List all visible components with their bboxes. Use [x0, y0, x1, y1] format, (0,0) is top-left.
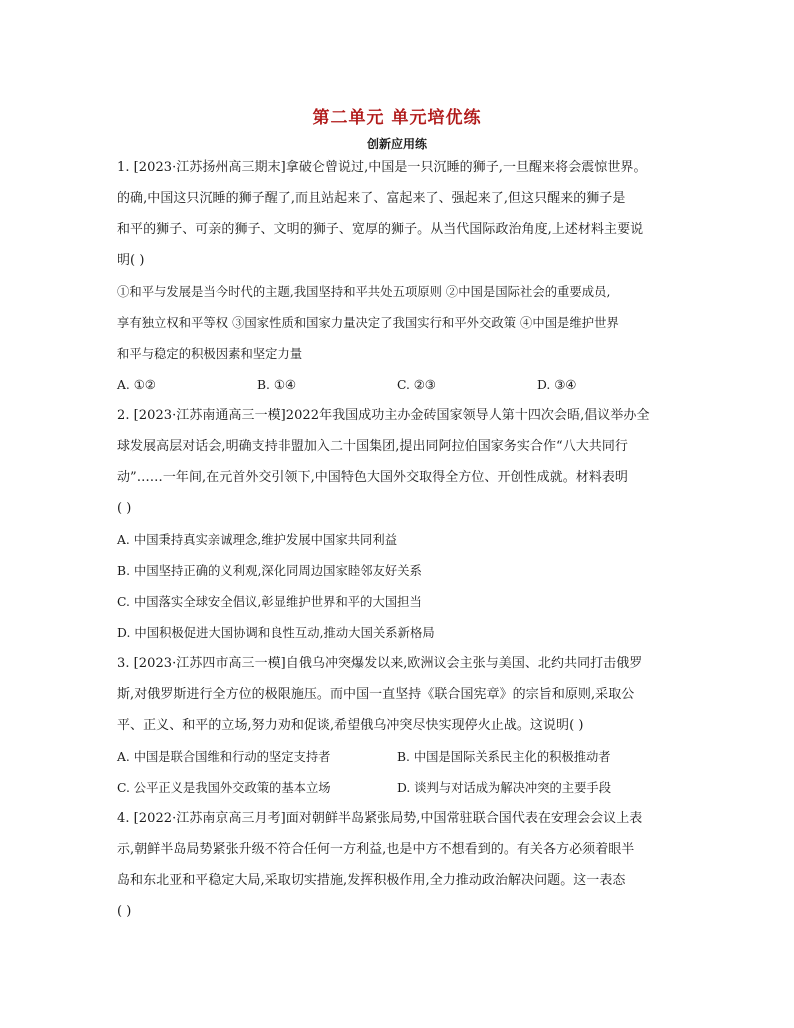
- question-stem-line: 示,朝鲜半岛局势紧张升级不符合任何一方利益,也是中方不想看到的。有关各方必须着眼半: [117, 842, 635, 857]
- question-stem-line: 3. [2023·江苏四市高三一模]自俄乌冲突爆发以来,欧洲议会主张与美国、北约共同打击俄罗: [117, 656, 643, 671]
- question-stem-line: 和平的狮子、可亲的狮子、文明的狮子、宽厚的狮子。从当代国际政治角度,上述材料主要说: [117, 222, 644, 237]
- question-stem-line: ( ): [117, 501, 132, 516]
- option-d[interactable]: D. 中国积极促进大国协调和良性互动,推动大国关系新格局: [117, 626, 435, 640]
- option-d[interactable]: D. 谈判与对话成为解决冲突的主要手段: [397, 781, 611, 795]
- question-stem-line: 平、正义、和平的立场,努力劝和促谈,希望俄乌冲突尽快实现停火止战。这说明( ): [117, 718, 584, 733]
- answer-options: [117, 375, 677, 395]
- question-stem-line: ( ): [117, 904, 132, 919]
- section-subtitle: 创新应用练: [366, 137, 427, 151]
- option-a[interactable]: A. 中国秉持真实亲诚理念,维护发展中国家共同利益: [117, 533, 398, 547]
- question-stem-line: 岛和东北亚和平稳定大局,采取切实措施,发挥积极作用,全力推动政治解决问题。这一表态: [117, 873, 626, 888]
- question-stem-line: 2. [2023·江苏南通高三一模]2022年我国成功主办金砖国家领导人第十四次会晤,倡议举办全: [117, 408, 650, 423]
- question-stem-line: 4. [2022·江苏南京高三月考]面对朝鲜半岛紧张局势,中国常驻联合国代表在安理会会议上表: [117, 811, 643, 826]
- option-b[interactable]: B. 中国坚持正确的义利观,深化同周边国家睦邻友好关系: [117, 564, 422, 578]
- option-d[interactable]: D. ③④: [537, 378, 577, 392]
- option-a[interactable]: A. ①②: [117, 378, 156, 392]
- question-stem-line: 明( ): [117, 253, 145, 268]
- question-list: [117, 158, 677, 933]
- question-stem-line: 斯,对俄罗斯进行全方位的极限施压。而中国一直坚持《联合国宪章》的宗旨和原则,采取公: [117, 687, 635, 702]
- question-3: [117, 654, 677, 798]
- option-b[interactable]: B. 中国是国际关系民主化的积极推动者: [397, 750, 611, 764]
- question-stem-line: 1. [2023·江苏扬州高三期末]拿破仑曾说过,中国是一只沉睡的狮子,一旦醒来将会震惊世界。: [117, 160, 647, 175]
- question-stem-line: 的确,中国这只沉睡的狮子醒了,而且站起来了、富起来了、强起来了,但这只醒来的狮子是: [117, 191, 626, 206]
- question-4: [117, 809, 677, 922]
- option-b[interactable]: B. ①④: [257, 378, 296, 392]
- answer-options-row: [117, 747, 677, 767]
- question-1: [117, 158, 677, 395]
- question-stem-line: 动”……一年间,在元首外交引领下,中国特色大国外交取得全方位、开创性成就。材料表明: [117, 470, 628, 485]
- question-2: [117, 406, 677, 643]
- option-a[interactable]: A. 中国是联合国维和行动的坚定支持者: [117, 750, 331, 764]
- statement-line: 享有独立权和平等权 ③国家性质和国家力量决定了我国实行和平外交政策 ④中国是维护世界: [117, 316, 619, 330]
- statement-line: ①和平与发展是当今时代的主题,我国坚持和平共处五项原则 ②中国是国际社会的重要成员,: [117, 285, 611, 299]
- option-c[interactable]: C. 中国落实全球安全倡议,彰显维护世界和平的大国担当: [117, 595, 422, 609]
- option-c[interactable]: C. ②③: [397, 378, 436, 392]
- answer-options-row: [117, 778, 677, 798]
- statement-line: 和平与稳定的积极因素和坚定力量: [117, 347, 303, 361]
- page-title: 第二单元 单元培优练: [312, 108, 482, 128]
- question-stem-line: 球发展高层对话会,明确支持非盟加入二十国集团,提出同阿拉伯国家务实合作“八大共同行: [117, 439, 628, 454]
- option-c[interactable]: C. 公平正义是我国外交政策的基本立场: [117, 781, 331, 795]
